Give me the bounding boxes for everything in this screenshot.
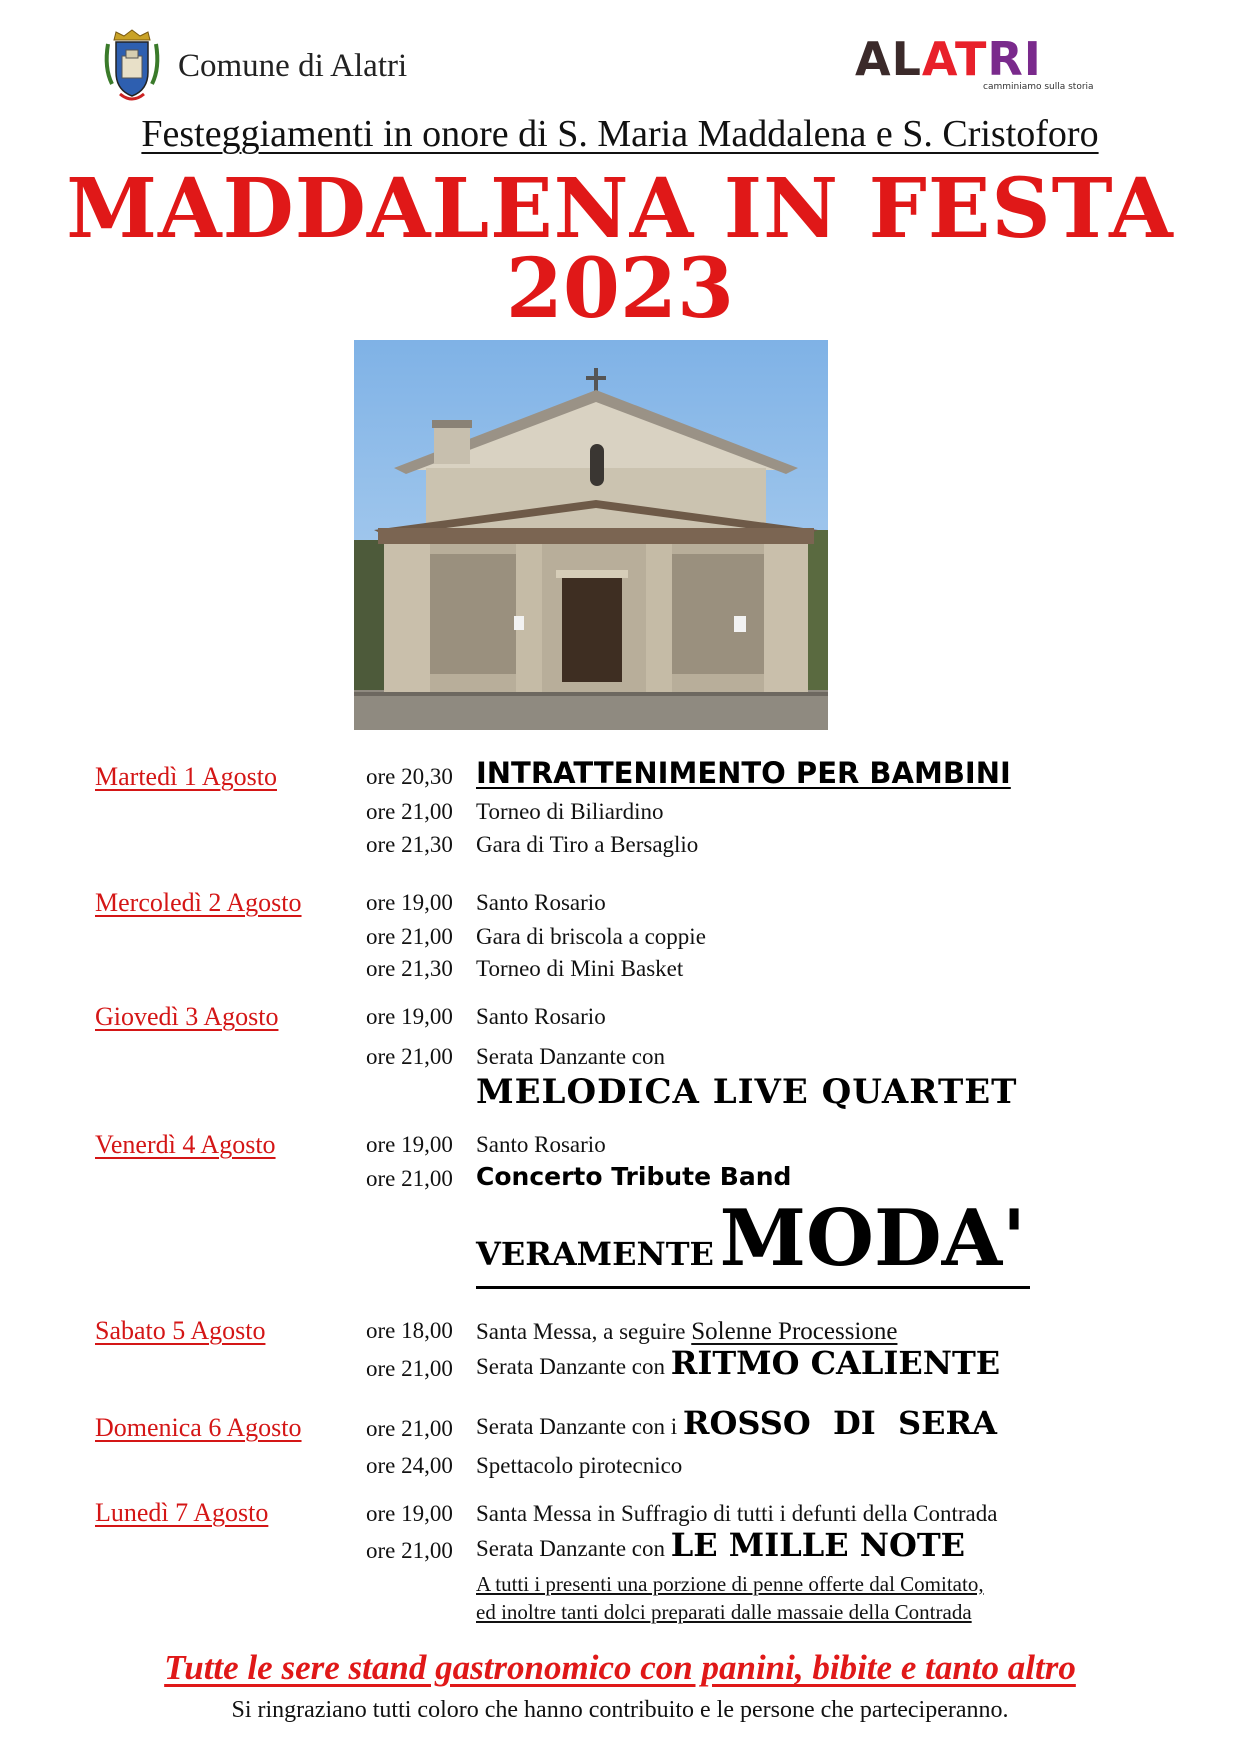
day-label: Lunedì 7 Agosto	[95, 1498, 269, 1527]
event-time: ore 21,00	[366, 1166, 453, 1191]
footer-highlight: Tutte le sere stand gastronomico con panini, bibite e tanto altro	[164, 1648, 1076, 1687]
event-text: Torneo di Mini Basket	[476, 956, 684, 981]
event-highlight: ROSSO DI SERA	[682, 1404, 997, 1442]
event-time: ore 21,00	[366, 924, 453, 949]
event-time: ore 21,30	[366, 956, 453, 981]
event-time: ore 19,00	[366, 1132, 453, 1157]
day-label: Venerdì 4 Agosto	[95, 1130, 276, 1159]
event-highlight: INTRATTENIMENTO PER BAMBINI	[476, 756, 1011, 790]
event-highlight: MODA'	[719, 1193, 1026, 1284]
event-time: ore 18,00	[366, 1318, 453, 1343]
event-text: Gara di Tiro a Bersaglio	[476, 832, 699, 857]
event-text-underlined: Solenne Processione	[691, 1318, 898, 1345]
alatri-brand-logo	[855, 34, 1105, 94]
event-text: Santo Rosario	[476, 1004, 606, 1029]
event-time: ore 21,00	[366, 1356, 453, 1381]
moda-highlight-block	[476, 1193, 1030, 1289]
event-text	[476, 1344, 1000, 1382]
event-highlight: LE MILLE NOTE	[670, 1526, 966, 1564]
event-time: ore 21,00	[366, 1416, 453, 1441]
event-text-part: Serata Danzante con	[476, 1536, 666, 1561]
event-highlight: RITMO CALIENTE	[670, 1344, 1001, 1382]
event-time: ore 19,00	[366, 1004, 453, 1029]
event-highlight-prefix: VERAMENTE	[476, 1235, 714, 1273]
day-label: Sabato 5 Agosto	[95, 1316, 266, 1345]
footer-thanks: Si ringraziano tutti coloro che hanno contribuito e le persone che parteciperanno.	[231, 1697, 1009, 1723]
event-time: ore 21,00	[366, 799, 453, 824]
day-label: Giovedì 3 Agosto	[95, 1002, 279, 1031]
note-line: A tutti i presenti una porzione di penne offerte dal Comitato,	[476, 1572, 984, 1596]
event-text: Torneo di Biliardino	[476, 799, 664, 824]
event-text-part: Serata Danzante con	[476, 1354, 666, 1379]
subtitle: Festeggiamenti in onore di S. Maria Maddalena e S. Cristoforo	[141, 113, 1099, 155]
event-time: ore 19,00	[366, 1501, 453, 1526]
event-text-part: Serata Danzante con i	[476, 1414, 678, 1439]
page-title: MADDALENA IN FESTA	[66, 161, 1174, 257]
event-time: ore 21,00	[366, 1538, 453, 1563]
event-highlight: MELODICA LIVE QUARTET	[476, 1072, 1018, 1112]
day-label: Domenica 6 Agosto	[95, 1413, 302, 1442]
event-text	[476, 1404, 997, 1442]
header-comune	[100, 26, 407, 106]
event-text: Spettacolo pirotecnico	[476, 1453, 683, 1478]
note-line: ed inoltre tanti dolci preparati dalle massaie della Contrada	[476, 1600, 972, 1624]
event-time: ore 20,30	[366, 764, 453, 789]
coat-of-arms-icon	[100, 28, 164, 104]
event-text	[476, 1526, 965, 1564]
event-text	[476, 1318, 897, 1346]
event-text: Santo Rosario	[476, 1132, 606, 1157]
event-time: ore 21,00	[366, 1044, 453, 1069]
event-time: ore 21,30	[366, 832, 453, 857]
event-text-part: Santa Messa, a seguire	[476, 1319, 686, 1344]
day-label: Martedì 1 Agosto	[95, 762, 277, 791]
comune-name: Comune di Alatri	[178, 47, 408, 84]
church-photo	[354, 340, 828, 730]
brand-wordmark: ALATRI	[855, 32, 1042, 86]
page-year: 2023	[505, 241, 735, 337]
day-label: Mercoledì 2 Agosto	[95, 888, 302, 917]
event-text: Santa Messa in Suffragio di tutti i defunti della Contrada	[476, 1501, 998, 1526]
event-time: ore 24,00	[366, 1453, 453, 1478]
event-text: Serata Danzante con	[476, 1044, 666, 1069]
event-text: Gara di briscola a coppie	[476, 924, 706, 949]
brand-tagline: camminiamo sulla storia	[983, 82, 1094, 92]
event-text: Santo Rosario	[476, 890, 606, 915]
event-time: ore 19,00	[366, 890, 453, 915]
event-text: Concerto Tribute Band	[476, 1162, 792, 1191]
